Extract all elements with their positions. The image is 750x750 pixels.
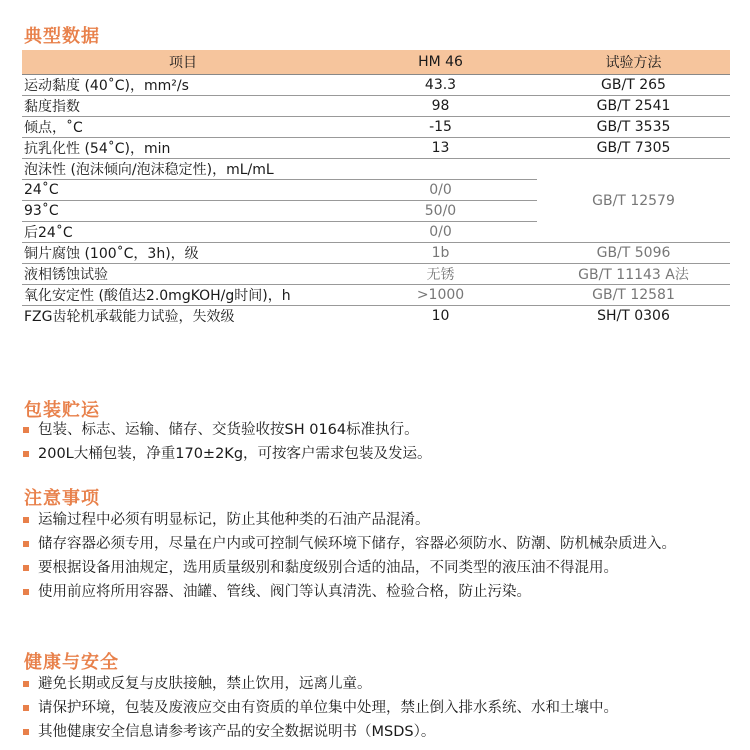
list-item: 运输过程中必须有明显标记，防止其他种类的石油产品混淆。 [22, 508, 734, 532]
row-item: 黏度指数 [22, 96, 344, 117]
packaging-list [22, 418, 432, 466]
row-method: GB/T 12581 [537, 285, 730, 306]
list-item: 其他健康安全信息请参考该产品的安全数据说明书（MSDS）。 [22, 720, 618, 744]
typical-data-table [22, 50, 730, 326]
header-item: 项目 [22, 50, 344, 75]
row-item: 后24˚C [22, 222, 344, 243]
list-item: 储存容器必须专用，尽量在户内或可控制气候环境下储存，容器必须防水、防潮、防机械杂质进入。 [22, 532, 734, 556]
row-method: GB/T 12579 [537, 159, 730, 243]
list-item: 要根据设备用油规定，选用质量级别和黏度级别合适的油品，不同类型的液压油不得混用。 [22, 556, 734, 580]
row-value: 无锈 [344, 264, 537, 285]
header-product: HM 46 [344, 50, 537, 75]
list-item: 包装、标志、运输、储存、交货验收按SH 0164标准执行。 [22, 418, 432, 442]
table-row [22, 306, 730, 327]
table-row [22, 138, 730, 159]
table-header-row [22, 50, 730, 75]
row-method: GB/T 11143 A法 [537, 264, 730, 285]
table-row [22, 117, 730, 138]
precautions-list [22, 508, 734, 604]
list-item: 200L大桶包装，净重170±2Kg，可按客户需求包装及发运。 [22, 442, 432, 466]
row-value: 13 [344, 138, 537, 159]
health-safety-title: 健康与安全 [24, 652, 119, 673]
list-item: 避免长期或反复与皮肤接触，禁止饮用，远离儿童。 [22, 672, 618, 696]
row-value: 0/0 [344, 222, 537, 243]
row-item: 铜片腐蚀 (100˚C，3h)，级 [22, 243, 344, 264]
row-method: GB/T 7305 [537, 138, 730, 159]
row-value: 1b [344, 243, 537, 264]
table-row [22, 243, 730, 264]
header-method: 试验方法 [537, 50, 730, 75]
table-row [22, 96, 730, 117]
row-value: 43.3 [344, 75, 537, 96]
row-method: GB/T 5096 [537, 243, 730, 264]
row-value [344, 159, 537, 180]
row-value: 50/0 [344, 201, 537, 222]
row-value: 98 [344, 96, 537, 117]
table-row [22, 285, 730, 306]
table-row [22, 159, 730, 180]
row-item: 氧化安定性 (酸值达2.0mgKOH/g时间)，h [22, 285, 344, 306]
packaging-title: 包装贮运 [24, 400, 100, 421]
row-method: SH/T 0306 [597, 308, 670, 324]
row-item: 抗乳化性 (54˚C)，min [22, 138, 344, 159]
row-item: 运动黏度 (40˚C)，mm²/s [22, 75, 344, 96]
row-method: GB/T 2541 [537, 96, 730, 117]
list-item: 请保护环境，包装及废液应交由有资质的单位集中处理，禁止倒入排水系统、水和土壤中。 [22, 696, 618, 720]
row-item: 93˚C [22, 201, 344, 222]
row-item: FZG齿轮机承载能力试验，失效级 [24, 309, 235, 325]
row-value: >1000 [344, 285, 537, 306]
table-row [22, 264, 730, 285]
typical-data-title: 典型数据 [24, 26, 100, 47]
precautions-title: 注意事项 [24, 488, 100, 509]
row-value: 10 [431, 308, 450, 324]
row-method: GB/T 3535 [537, 117, 730, 138]
row-item: 倾点，˚C [22, 117, 344, 138]
table-row [22, 75, 730, 96]
row-method: GB/T 265 [537, 75, 730, 96]
list-item: 使用前应将所用容器、油罐、管线、阀门等认真清洗、检验合格，防止污染。 [22, 580, 734, 604]
row-item: 液相锈蚀试验 [22, 264, 344, 285]
row-value: -15 [344, 117, 537, 138]
health-safety-list [22, 672, 618, 744]
row-value: 0/0 [344, 180, 537, 201]
row-item: 泡沫性 (泡沫倾向/泡沫稳定性)，mL/mL [22, 159, 344, 180]
row-item: 24˚C [22, 180, 344, 201]
